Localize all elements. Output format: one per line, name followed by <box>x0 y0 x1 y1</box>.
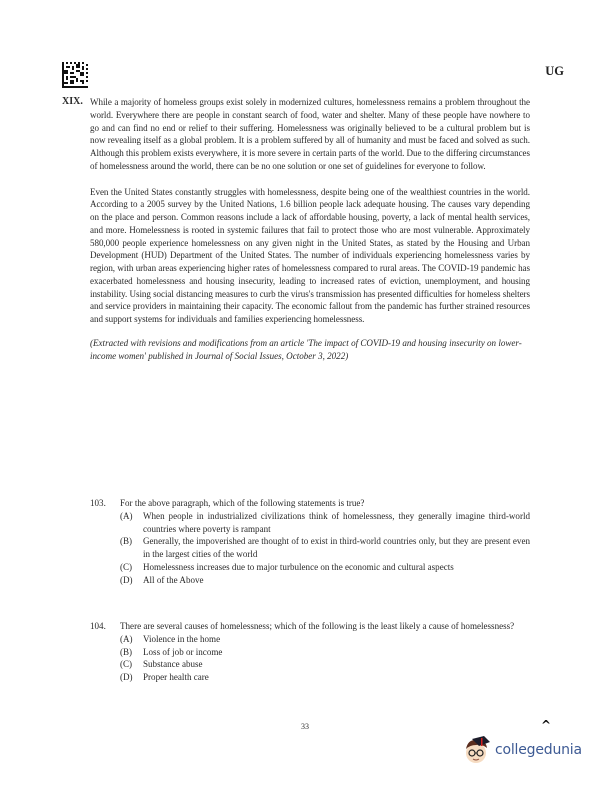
question-103 <box>90 497 530 586</box>
paper-code: UG <box>545 64 564 78</box>
question-104 <box>90 620 530 684</box>
question-stem: There are several causes of homelessness; which of the following is the least likely a cause of homelessness? <box>120 621 515 631</box>
passage-source: (Extracted with revisions and modifications from an article 'The impact of COVID-19 and housing insecurity on lower-income women' published in Journal of Social Issues, October 3, 2022) <box>90 337 522 361</box>
option-c: (C) Substance abuse <box>120 659 203 670</box>
brand-name: collegedunia <box>495 742 582 758</box>
question-number: 104. <box>90 621 106 631</box>
collegedunia-logo[interactable] <box>462 735 582 765</box>
reading-passage <box>62 96 530 362</box>
mascot-icon <box>462 735 492 765</box>
datamatrix-barcode-icon <box>62 62 88 88</box>
option-c: (C) Homelessness increases due to major turbulence on the economic and cultural aspects <box>120 561 454 572</box>
passage-paragraph: Even the United States constantly struggles with homelessness, despite being one of the wealthiest countries in the world. According to a 2005 survey by the United Nations, 1.6 billion people lack adequate housing. The causes vary depending on the place and person. Common reasons include a lack of affordable housing, poverty, a lack of mental health services, and more. Homelessness is rooted in systemic failures that fail to protect those who are most vulnerable. Approximately 580,000 people experience homelessness on any given night in the United States, as stated by the Housing and Urban Development (HUD) Department of the United States. The number of individuals experiencing homelessness varies by region, with urban areas experiencing higher rates of homelessness compared to rural areas. The COVID-19 pandemic has exacerbated homelessness and housing insecurity, leading to increased rates of eviction, unemployment, and housing instability. Using social distancing measures to curb the virus's transmission has presented difficulties for homeless shelters and service providers in maintaining their capacity. The economic fallout from the pandemic has further strained resources and support systems for individuals and families experiencing homelessness. <box>90 186 530 324</box>
passage-paragraph: While a majority of homeless groups exist solely in modernized cultures, homelessness remains a problem throughout the world. Everywhere there are people in constant search of food, water and shelter. Many of these people have nowhere to go and can find no end or relief to their suffering. Homelessness was originally believed to be a cultural problem but is now revealing itself as a global problem. It is a problem suffered by all of humanity and must be faced and solved as such. Although this problem exists everywhere, it is more severe in certain parts of the world. Due to the differing circumstances of homelessness around the world, there can be no one solution or one set of guidelines for everyone to follow. <box>90 97 530 171</box>
option-d: (D) Proper health care <box>120 672 209 682</box>
scroll-up-icon[interactable]: ^ <box>541 718 552 732</box>
passage-label: XIX. <box>62 96 83 107</box>
option-d: (D) All of the Above <box>120 574 204 585</box>
question-stem: For the above paragraph, which of the following statements is true? <box>120 498 365 508</box>
page-number: 33 <box>301 722 309 731</box>
option-b: (B) Loss of job or income <box>120 646 223 657</box>
option-a: (A) When people in industrialized civilizations think of homelessness, they generally imagine third-world countries where poverty is rampant <box>120 510 530 534</box>
option-b: (B) Generally, the impoverished are thought of to exist in third-world countries only, but they are present even in the largest cities of the world <box>120 536 530 559</box>
option-a: (A) Violence in the home <box>120 633 221 644</box>
question-number: 103. <box>90 498 106 508</box>
